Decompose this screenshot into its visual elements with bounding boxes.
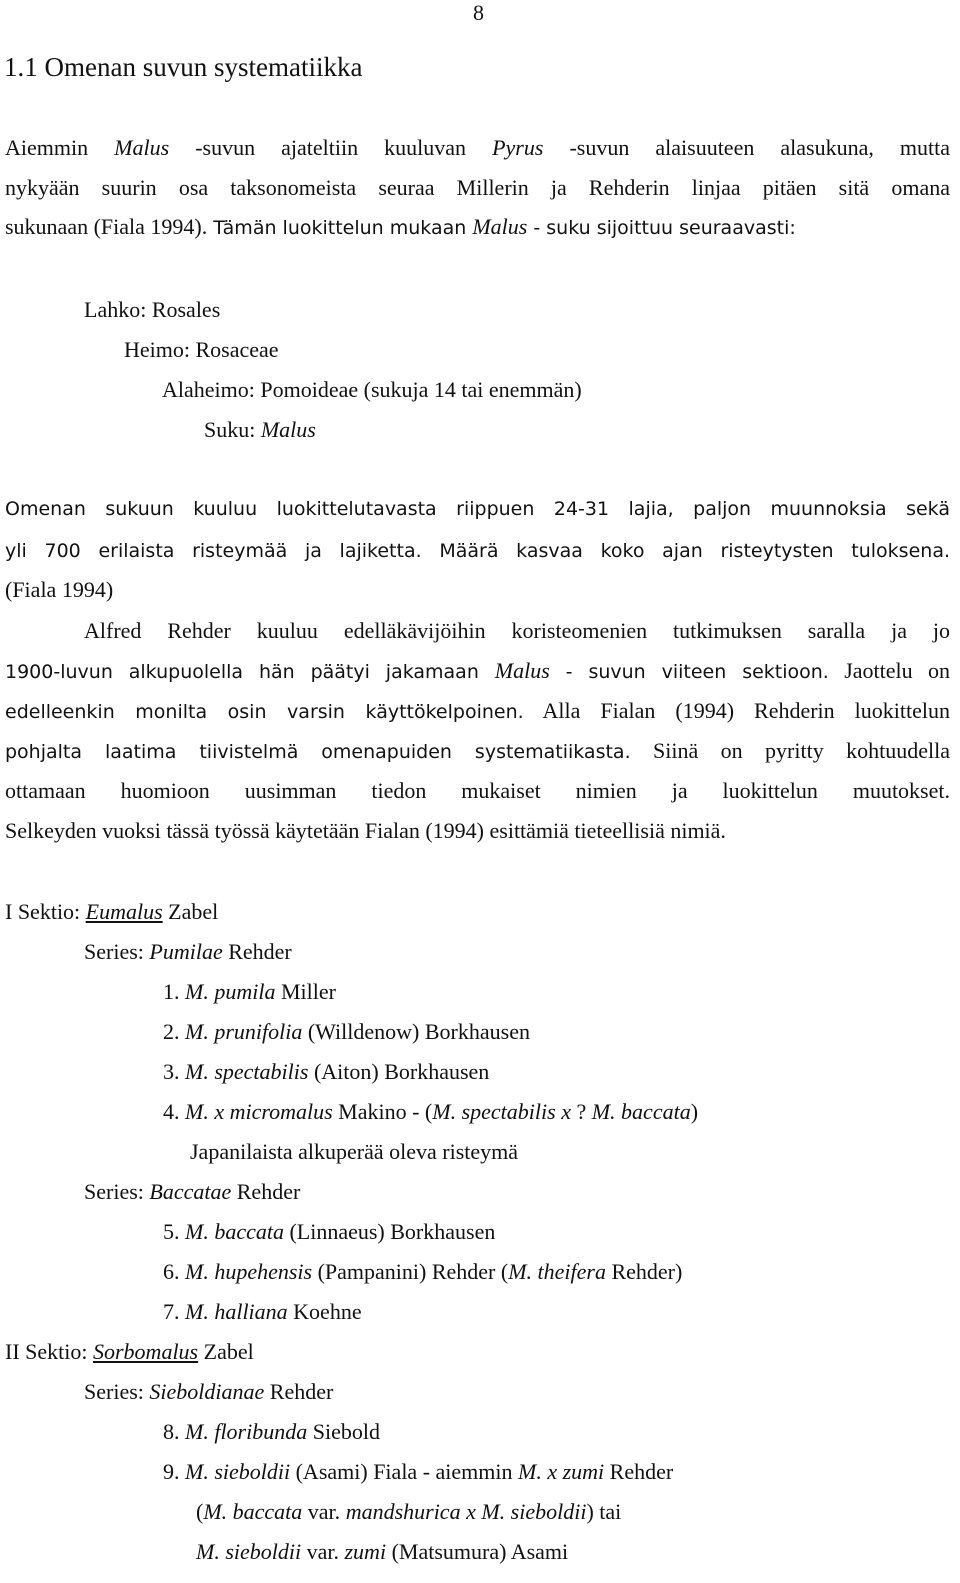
species-5-line: 5. M. baccata (Linnaeus) Borkhausen: [163, 1219, 496, 1244]
section-1-line: I Sektio: Eumalus Zabel: [5, 899, 219, 924]
species-7-line: 7. M. halliana Koehne: [163, 1299, 362, 1324]
section-title: 1.1 Omenan suvun systematiikka: [4, 52, 363, 82]
para3-line-5: ottamaan huomioon uusimman tiedon mukaiset nimien ja luokittelun muutokset.: [5, 778, 950, 803]
para3-line-2: 1900-luvun alkupuolella hän päätyi jakamaan Malus - suvun viiteen sektioon. Jaottelu on: [5, 658, 950, 683]
para3-line-4: pohjalta laatima tiivistelmä omenapuiden systematiikasta. Siinä on pyritty kohtuudella: [5, 738, 950, 763]
page-number: 8: [473, 0, 484, 25]
intro-line-2: nykyään suurin osa taksonomeista seuraa Millerin ja Rehderin linjaa pitäen sitä omana: [5, 175, 950, 200]
subfamily-line: Alaheimo: Pomoideae (sukuja 14 tai enemmän): [162, 377, 582, 402]
para2-line-2: yli 700 erilaista risteymää ja lajiketta. Määrä kasvaa koko ajan risteytysten tuloksena.: [5, 540, 950, 562]
species-6-line: 6. M. hupehensis (Pampanini) Rehder (M. theifera Rehder): [163, 1259, 683, 1284]
section-2-line: II Sektio: Sorbomalus Zabel: [5, 1339, 254, 1364]
species-8-line: 8. M. floribunda Siebold: [163, 1419, 380, 1444]
para2-line-1: Omenan sukuun kuuluu luokittelutavasta riippuen 24-31 lajia, paljon muunnoksia sekä: [5, 498, 950, 520]
intro-line-3: sukunaan (Fiala 1994). Tämän luokittelun mukaan Malus - suku sijoittuu seuraavasti:: [5, 214, 796, 239]
series-pumilae-line: Series: Pumilae Rehder: [84, 939, 292, 964]
series-baccatae-line: Series: Baccatae Rehder: [84, 1179, 301, 1204]
para3-line-1: Alfred Rehder kuuluu edelläkävijöihin koristeomenien tutkimuksen saralla ja jo: [84, 618, 950, 643]
para3-line-6: Selkeyden vuoksi tässä työssä käytetään Fialan (1994) esittämiä tieteellisiä nimiä.: [5, 818, 726, 843]
para3-line-3: edelleenkin monilta osin varsin käyttökelpoinen. Alla Fialan (1994) Rehderin luokittelun: [5, 698, 951, 723]
species-9-synonym-1: (M. baccata var. mandshurica x M. sieboldii) tai: [196, 1499, 622, 1524]
species-9-line: 9. M. sieboldii (Asami) Fiala - aiemmin M. x zumi Rehder: [163, 1459, 674, 1484]
intro-line-1: Aiemmin Malus -suvun ajateltiin kuuluvan Pyrus -suvun alaisuuteen alasukuna, mutta: [5, 135, 951, 160]
para2-line-3: (Fiala 1994): [5, 577, 114, 602]
species-9-synonym-2: M. sieboldii var. zumi (Matsumura) Asami: [196, 1539, 569, 1564]
family-line: Heimo: Rosaceae: [124, 337, 279, 362]
species-4-line: 4. M. x micromalus Makino - (M. spectabilis x ? M. baccata): [163, 1099, 699, 1124]
species-1-line: 1. M. pumila Miller: [163, 979, 336, 1004]
series-sieboldianae-line: Series: Sieboldianae Rehder: [84, 1379, 334, 1404]
order-line: Lahko: Rosales: [84, 297, 221, 322]
species-2-line: 2. M. prunifolia (Willdenow) Borkhausen: [163, 1019, 530, 1044]
species-3-line: 3. M. spectabilis (Aiton) Borkhausen: [163, 1059, 490, 1084]
species-4-note: Japanilaista alkuperää oleva risteymä: [190, 1139, 519, 1164]
genus-line: Suku: Malus: [204, 417, 316, 442]
